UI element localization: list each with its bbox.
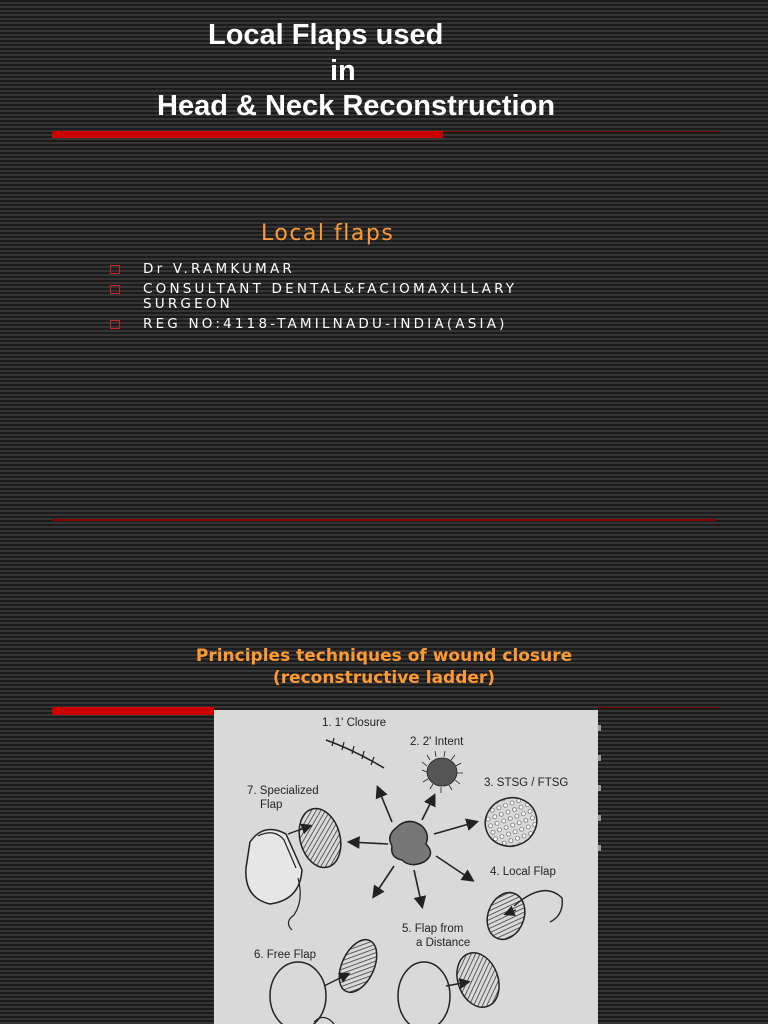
distant-flap-donor [398, 962, 450, 1024]
figure-edge-marks [598, 715, 604, 1015]
secondary-intent-wound [422, 751, 463, 793]
label-closure: 1. 1' Closure [322, 717, 387, 729]
local-flap-shape [481, 887, 531, 944]
bullet-item: Dr V.RAMKUMAR [110, 262, 517, 277]
principles-divider-thin [598, 707, 720, 708]
free-flap-donor [270, 962, 326, 1024]
ladder-diagram [214, 710, 598, 1024]
title-line-3: Head & Neck Reconstruction [157, 90, 556, 122]
principles-divider-thick [52, 707, 214, 715]
bullet-box-icon [110, 265, 120, 274]
suture-line [326, 740, 384, 768]
subheading: Local flaps [261, 221, 395, 246]
distant-flap-shape [450, 947, 507, 1013]
suture-stitches [332, 738, 374, 765]
principles-line-1: Principles techniques of wound closure [195, 646, 573, 666]
title-divider-thin [443, 131, 720, 132]
title-line-1: Local Flaps used [208, 19, 444, 51]
label-local-flap: 4. Local Flap [490, 866, 556, 878]
title-divider-thick [52, 131, 443, 138]
bullet-item: REG NO:4118-TAMILNADU-INDIA(ASIA) [110, 317, 517, 332]
bullet-box-icon [110, 320, 120, 329]
mesh-graft [478, 791, 543, 854]
label-specialized-1: 7. Specialized [247, 785, 319, 797]
section-divider [52, 519, 716, 521]
label-intent: 2. 2' Intent [410, 736, 464, 748]
specialized-donor-site [246, 830, 302, 905]
principles-heading [0, 645, 768, 689]
bullet-box-icon [110, 285, 120, 294]
reconstructive-ladder-figure [214, 710, 598, 1024]
label-graft: 3. STSG / FTSG [484, 777, 569, 789]
central-defect [390, 821, 431, 864]
bullet-item: CONSULTANT DENTAL&FACIOMAXILLARY [110, 282, 517, 297]
label-distant-flap-1: 5. Flap from [402, 923, 464, 935]
specialized-flap-shape [293, 804, 347, 872]
bullet-item-continuation: SURGEON [143, 296, 233, 312]
label-specialized-2: Flap [260, 799, 283, 811]
label-free-flap: 6. Free Flap [254, 949, 316, 961]
free-flap-shape [332, 934, 385, 998]
label-distant-flap-2: a Distance [416, 937, 471, 949]
author-list [110, 262, 517, 337]
principles-line-2: (reconstructive ladder) [272, 668, 496, 688]
title-line-2: in [330, 55, 356, 87]
